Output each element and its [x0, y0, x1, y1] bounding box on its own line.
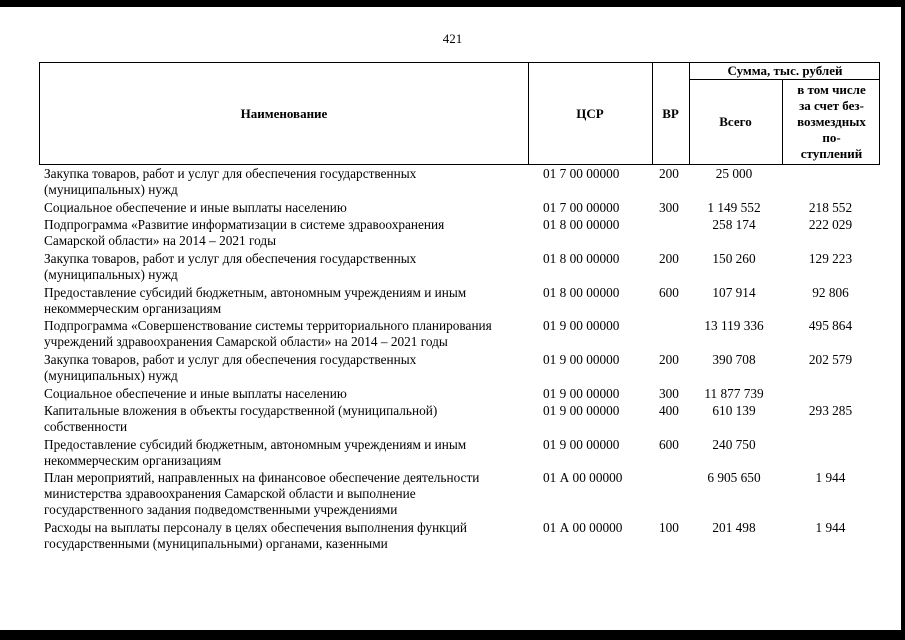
header-total: Всего	[719, 113, 752, 129]
header-grant	[782, 79, 881, 164]
table-header	[39, 62, 880, 165]
row-name: Закупка товаров, работ и услуг для обеспечения государственных (муниципальных) нужд	[44, 352, 417, 383]
row-name: Подпрограмма «Совершенствование системы территориального планирования учреждений здравоохранения Самарской области» на 2014 – 2021 годы	[44, 318, 492, 349]
header-grant-line: ступлений	[800, 145, 863, 161]
row-vr: 200	[659, 166, 679, 181]
row-total: 25 000	[715, 166, 753, 181]
row-grant: 293 285	[808, 403, 853, 418]
row-grant: 1 944	[815, 520, 846, 535]
row-csr: 01 7 00 00000	[543, 166, 620, 181]
row-name: Социальное обеспечение и иные выплаты населению	[44, 200, 347, 215]
row-name: Подпрограмма «Развитие информатизации в системе здравоохранения Самарской области» на 2014 – 2021 годы	[44, 217, 445, 248]
table-row	[39, 251, 880, 283]
row-name: Закупка товаров, работ и услуг для обеспечения государственных (муниципальных) нужд	[44, 166, 417, 197]
header-grant-line: возмездных	[797, 113, 866, 129]
row-total: 107 914	[712, 285, 756, 300]
row-csr: 01 9 00 00000	[543, 352, 620, 367]
row-grant: 92 806	[812, 285, 849, 300]
table-row	[39, 386, 880, 402]
table-row	[39, 285, 880, 317]
row-name: Капитальные вложения в объекты государственной (муниципальной) собственности	[44, 403, 438, 434]
scan-border-bottom	[0, 630, 905, 640]
row-total: 13 119 336	[704, 318, 764, 333]
row-grant: 495 864	[808, 318, 853, 333]
header-grant-line: за счет без-	[799, 97, 864, 113]
row-grant: 202 579	[808, 352, 853, 367]
row-total: 11 877 739	[704, 386, 764, 401]
row-name: Предоставление субсидий бюджетным, автономным учреждениям и иным некоммерческим организациям	[44, 437, 467, 468]
row-name: Социальное обеспечение и иные выплаты населению	[44, 386, 347, 401]
row-total: 610 139	[712, 403, 756, 418]
row-csr: 01 8 00 00000	[543, 251, 620, 266]
table-row	[39, 200, 880, 216]
row-csr: 01 8 00 00000	[543, 217, 620, 232]
row-csr: 01 9 00 00000	[543, 437, 620, 452]
row-name: Закупка товаров, работ и услуг для обеспечения государственных (муниципальных) нужд	[44, 251, 417, 282]
header-grant-line: в том числе	[797, 81, 866, 97]
row-grant: 1 944	[815, 470, 846, 485]
row-total: 1 149 552	[707, 200, 761, 215]
row-vr: 200	[659, 251, 679, 266]
row-vr: 100	[659, 520, 679, 535]
row-csr: 01 8 00 00000	[543, 285, 620, 300]
row-vr: 400	[659, 403, 679, 418]
row-name: Предоставление субсидий бюджетным, автономным учреждениям и иным некоммерческим организациям	[44, 285, 467, 316]
header-csr: ЦСР	[576, 105, 604, 121]
row-grant: 222 029	[808, 217, 853, 232]
row-csr: 01 9 00 00000	[543, 318, 620, 333]
scan-border-top	[0, 0, 905, 7]
row-total: 240 750	[712, 437, 756, 452]
row-csr: 01 А 00 00000	[543, 470, 623, 485]
budget-table	[39, 62, 880, 552]
row-total: 390 708	[712, 352, 756, 367]
page-number: 421	[442, 31, 463, 46]
table-row	[39, 318, 880, 350]
table-row	[39, 166, 880, 198]
header-name: Наименование	[240, 105, 328, 121]
table-row	[39, 437, 880, 469]
table-row	[39, 470, 880, 518]
row-total: 201 498	[712, 520, 756, 535]
table-row	[39, 520, 880, 552]
row-vr: 300	[659, 386, 679, 401]
row-name: Расходы на выплаты персоналу в целях обеспечения выполнения функций государственными (муниципальными) органами, казенными	[44, 520, 467, 551]
row-total: 258 174	[712, 217, 756, 232]
row-csr: 01 А 00 00000	[543, 520, 623, 535]
scan-border-right	[901, 0, 905, 640]
row-name: План мероприятий, направленных на финансовое обеспечение деятельности министерства здравоохранения Самарской области и выполнение государственного задания подведомственными учреждениями	[44, 470, 480, 517]
row-total: 6 905 650	[707, 470, 761, 485]
row-csr: 01 9 00 00000	[543, 386, 620, 401]
row-vr: 200	[659, 352, 679, 367]
row-grant: 129 223	[808, 251, 853, 266]
row-total: 150 260	[712, 251, 756, 266]
table-row	[39, 352, 880, 384]
row-vr: 600	[659, 437, 679, 452]
row-csr: 01 7 00 00000	[543, 200, 620, 215]
table-row	[39, 217, 880, 249]
header-grant-line: по-	[822, 129, 841, 145]
row-grant: 218 552	[808, 200, 853, 215]
row-vr: 300	[659, 200, 679, 215]
header-vr: ВР	[662, 105, 679, 121]
table-row	[39, 403, 880, 435]
row-vr: 600	[659, 285, 679, 300]
row-csr: 01 9 00 00000	[543, 403, 620, 418]
header-sum-group: Сумма, тыс. рублей	[727, 63, 843, 78]
